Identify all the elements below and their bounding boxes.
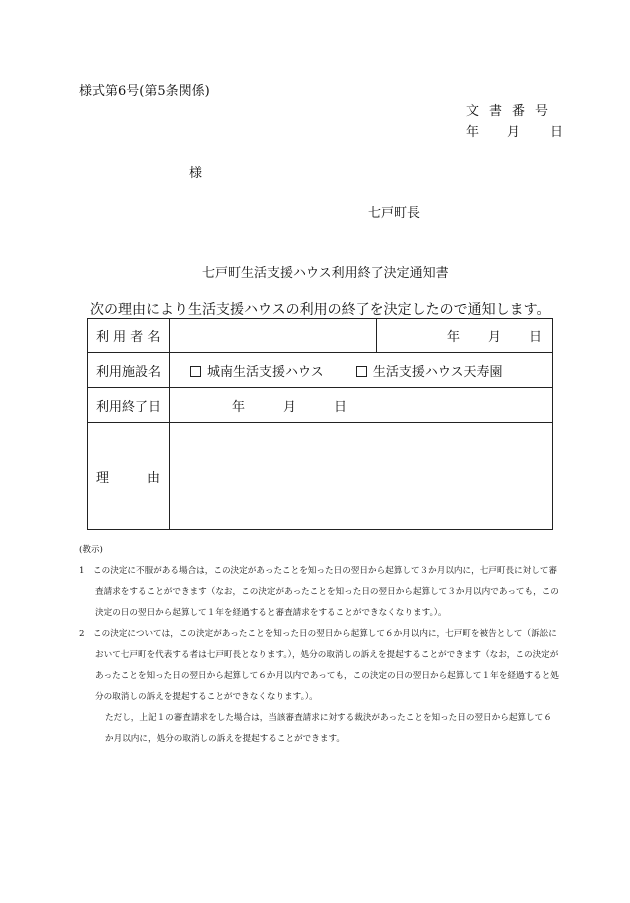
document-number-label: 文書番号 [466,104,559,119]
row-user-name [88,319,553,353]
end-date-month: 月 [283,399,297,415]
intro-text: 次の理由により生活支援ハウスの利用の終了を決定したので通知します。 [90,302,551,318]
user-date-cell [377,319,553,353]
issue-date-month: 月 [507,125,521,140]
reason-value [170,423,553,530]
notes-proviso: ただし，上記１の審査請求をした場合は，当該審査請求に対する裁決があったことを知った日の翌日から起算して６か月以内に，処分の取消しの訴えを提起することができます。 [105,713,552,744]
notes-heading: (教示) [79,545,103,555]
issuer-name: 七戸町長 [368,206,421,221]
addressee-suffix: 様 [189,166,203,181]
notes-item-1: 1 この決定に不服がある場合は，この決定があったことを知った日の翌日から起算して３か月以内に，七戸町長に対して審査請求をすることができます（なお，この決定があったことを知った日の翌日から起算して３か月以内であっても，この決定の日の翌日から起算して１年を経過すると審査請求をすることができなくなります。）。 [79,566,559,618]
reason-label [88,423,170,530]
issue-date-day: 日 [550,125,564,140]
reason-label-2: 由 [147,470,161,486]
end-date-day: 日 [334,399,348,415]
facility-label: 利用施設名 [88,353,170,388]
row-end-date [88,388,553,423]
user-name-label: 利 用 者 名 [88,319,170,353]
end-date-year: 年 [232,399,246,415]
reason-label-1: 理 [96,470,110,486]
facility-options [170,353,553,388]
end-date-label: 利用終了日 [88,388,170,423]
notes-item-2: 2 この決定については，この決定があったことを知った日の翌日から起算して６か月以内に，七戸町を被告として（訴訟において七戸町を代表する者は七戸町長となります。），処分の取消しの訴えを提起することができます（なお，この決定があったことを知った日の翌日から起算して６か月以内であっても，この決定の日の翌日から起算して１年を経過すると処分の取消しの訴えを提起することができなくなります。）。 [79,629,559,702]
facility-option-jonan: 城南生活支援ハウス [207,364,324,380]
user-date-day: 日 [528,330,542,345]
end-date-value [170,388,553,423]
issue-date [466,121,563,140]
issue-date-year: 年 [466,125,480,140]
user-name-value [170,319,377,353]
checkbox-tenjuen[interactable] [356,366,367,377]
notes-section [79,540,559,750]
document-title: 七戸町生活支援ハウス利用終了決定通知書 [202,266,449,281]
user-date-year: 年 [446,330,460,345]
row-reason [88,423,553,530]
checkbox-jonan[interactable] [190,366,201,377]
notice-form-table [87,318,553,530]
user-date-month: 月 [487,330,501,345]
row-facility [88,353,553,388]
facility-option-tenjuen: 生活支援ハウス天寿園 [372,364,503,380]
form-number: 様式第6号(第5条関係) [79,84,210,99]
